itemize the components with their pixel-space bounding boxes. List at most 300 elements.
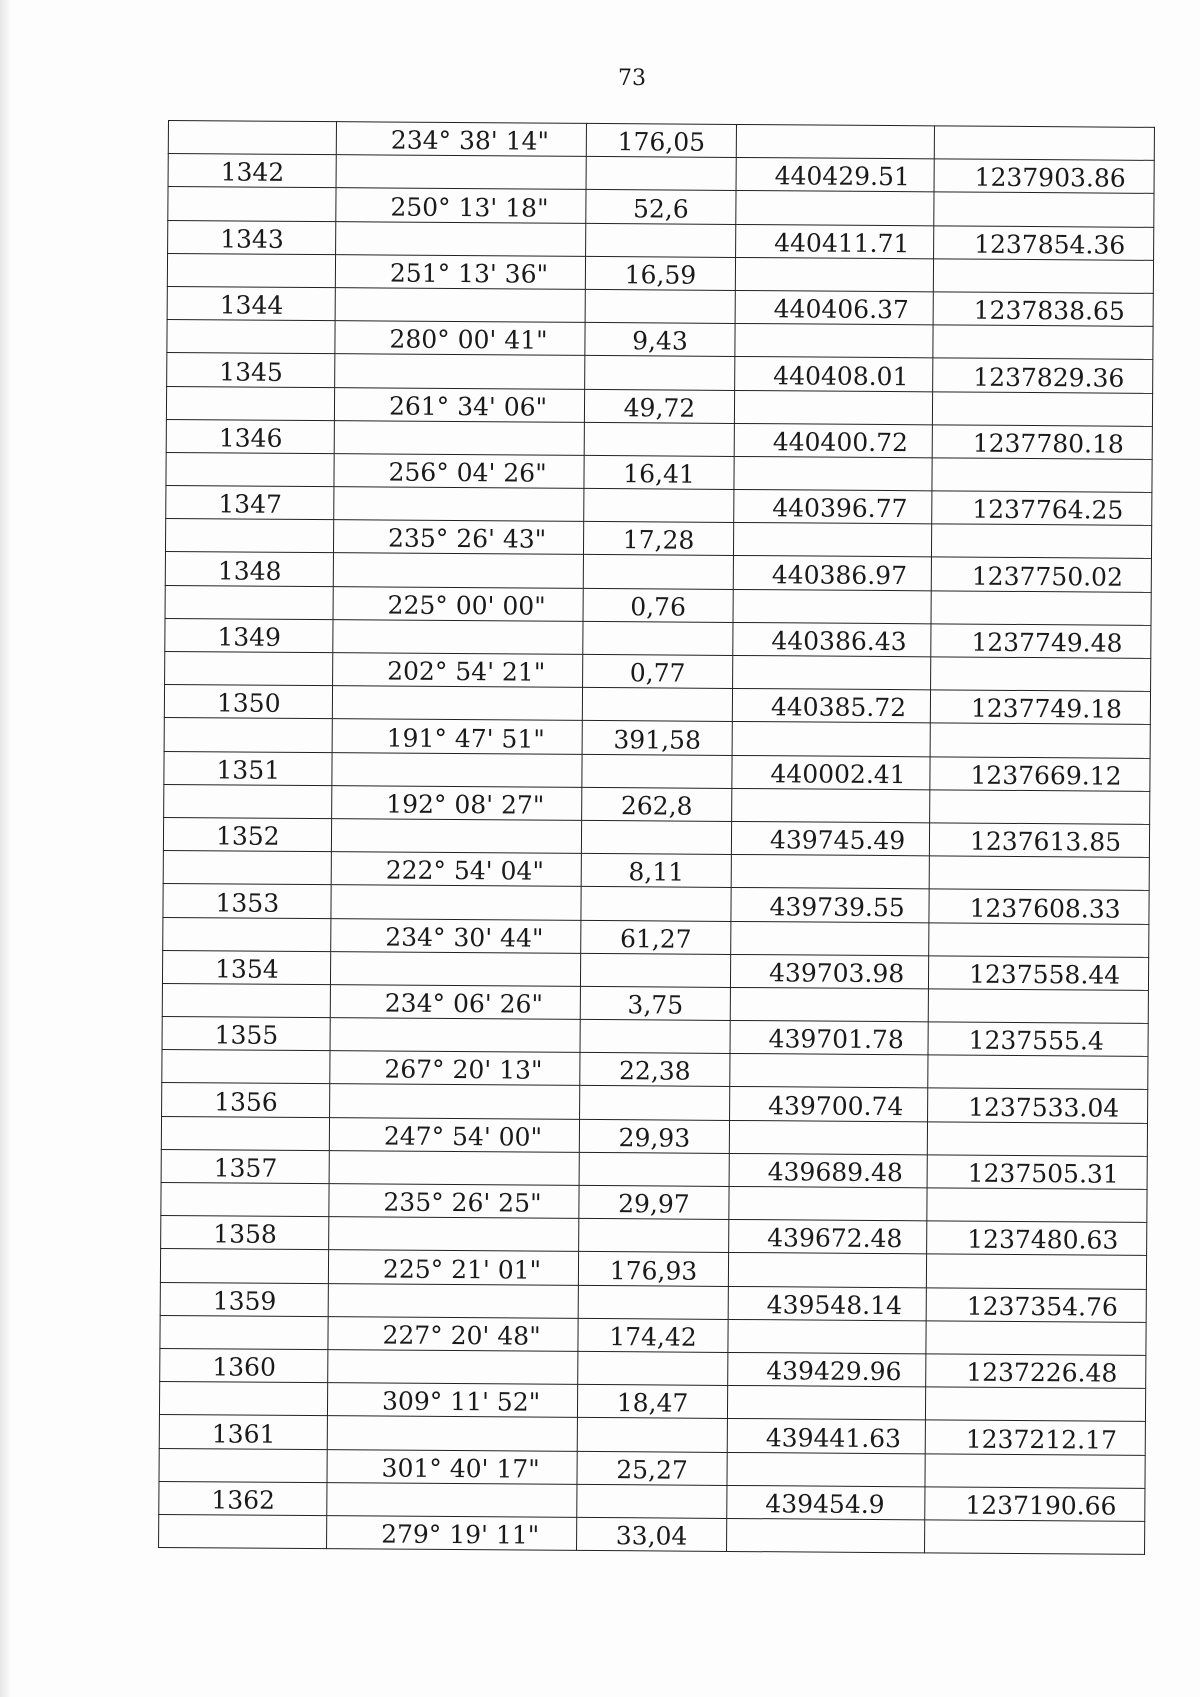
y-coordinate-cell: [934, 126, 1154, 161]
distance-cell: [581, 820, 731, 854]
point-number-cell: [168, 220, 336, 254]
y-coordinate-value: 1237829.36: [973, 362, 1125, 393]
x-coordinate-value: 440408.01: [773, 360, 909, 391]
distance-value: 29,93: [618, 1122, 691, 1153]
distance-cell: [584, 455, 734, 489]
y-coordinate-cell: [933, 259, 1153, 294]
point-number-cell: [163, 817, 331, 851]
distance-cell: [584, 488, 734, 522]
x-coordinate-value: 440429.51: [774, 161, 910, 192]
x-coordinate-cell: [728, 1286, 926, 1321]
direction-angle-cell: [327, 1482, 577, 1517]
direction-angle-cell: [333, 553, 583, 588]
y-coordinate-value: 1237749.48: [971, 627, 1123, 658]
point-number-cell: [165, 618, 333, 652]
point-number-value: 1360: [212, 1352, 277, 1382]
point-number-cell: [161, 1116, 329, 1150]
direction-angle-cell: [329, 1184, 579, 1219]
distance-cell: [579, 1219, 729, 1253]
distance-cell: [584, 389, 734, 423]
direction-angle-value: 279° 19' 11": [381, 1519, 540, 1550]
direction-angle-cell: [330, 1018, 580, 1053]
point-number-value: 1346: [218, 423, 283, 453]
distance-value: 49,72: [623, 392, 696, 423]
x-coordinate-cell: [733, 622, 931, 657]
distance-value: 25,27: [616, 1454, 688, 1485]
distance-value: 16,59: [624, 260, 697, 290]
distance-value: 391,58: [613, 724, 702, 755]
point-number-cell: [161, 1216, 329, 1250]
distance-cell: [578, 1252, 728, 1286]
y-coordinate-value: 1237903.86: [974, 163, 1126, 194]
distance-value: 29,97: [618, 1189, 690, 1219]
point-number-value: 1350: [216, 688, 281, 719]
point-number-cell: [159, 1382, 327, 1416]
x-coordinate-cell: [729, 1220, 927, 1255]
point-number-cell: [160, 1249, 328, 1283]
point-number-cell: [166, 452, 334, 486]
x-coordinate-value: 439454.9: [765, 1489, 885, 1519]
x-coordinate-cell: [731, 921, 929, 956]
direction-angle-value: 225° 21' 01": [382, 1254, 542, 1285]
point-number-cell: [163, 851, 331, 885]
direction-angle-cell: [336, 188, 586, 223]
scan-edge-shadow: [0, 0, 10, 1697]
page-number: 73: [618, 66, 646, 91]
distance-value: 0,76: [630, 592, 687, 622]
point-number-cell: [168, 121, 336, 155]
x-coordinate-cell: [732, 755, 930, 790]
y-coordinate-cell: [927, 1188, 1147, 1223]
x-coordinate-cell: [727, 1419, 925, 1454]
point-number-cell: [167, 353, 335, 387]
point-number-value: 1349: [217, 622, 282, 652]
point-number-cell: [164, 685, 332, 719]
y-coordinate-value: 1237750.02: [971, 561, 1124, 592]
point-number-cell: [163, 884, 331, 918]
x-coordinate-cell: [731, 855, 929, 890]
point-number-value: 1342: [220, 157, 285, 188]
direction-angle-cell: [328, 1283, 578, 1318]
point-number-cell: [162, 950, 330, 984]
y-coordinate-cell: [925, 1420, 1145, 1455]
point-number-cell: [159, 1448, 327, 1482]
y-coordinate-cell: [930, 723, 1150, 758]
x-coordinate-value: 440406.37: [773, 294, 909, 325]
point-number-cell: [161, 1182, 329, 1216]
point-number-cell: [162, 983, 330, 1017]
x-coordinate-cell: [733, 655, 931, 690]
y-coordinate-cell: [928, 989, 1148, 1024]
y-coordinate-cell: [931, 557, 1151, 592]
y-coordinate-cell: [933, 325, 1153, 360]
y-coordinate-cell: [930, 756, 1150, 791]
direction-angle-value: 251° 13' 36": [389, 258, 549, 289]
direction-angle-cell: [329, 1217, 579, 1252]
y-coordinate-value: 1237212.17: [965, 1424, 1118, 1455]
direction-angle-cell: [336, 221, 586, 256]
direction-angle-cell: [331, 918, 581, 953]
y-coordinate-value: 1237780.18: [972, 428, 1124, 459]
x-coordinate-cell: [736, 191, 934, 226]
x-coordinate-cell: [730, 1054, 928, 1089]
direction-angle-cell: [332, 752, 582, 787]
point-number-cell: [159, 1415, 327, 1449]
x-coordinate-cell: [732, 689, 930, 724]
direction-angle-cell: [335, 354, 585, 389]
x-coordinate-value: 439429.96: [766, 1356, 902, 1387]
y-coordinate-cell: [933, 292, 1153, 327]
direction-angle-cell: [327, 1416, 577, 1451]
y-coordinate-value: 1237764.25: [972, 494, 1124, 525]
x-coordinate-cell: [730, 987, 928, 1022]
point-number-cell: [166, 419, 334, 453]
direction-angle-value: 191° 47' 51": [386, 723, 545, 754]
direction-angle-value: 235° 26' 43": [387, 523, 547, 555]
distance-cell: [580, 986, 730, 1020]
distance-cell: [579, 1119, 729, 1153]
coordinates-table: [158, 120, 1155, 1555]
y-coordinate-cell: [932, 425, 1152, 460]
direction-angle-cell: [330, 951, 580, 986]
direction-angle-cell: [334, 387, 584, 422]
point-number-cell: [161, 1149, 329, 1183]
x-coordinate-cell: [735, 357, 933, 392]
y-coordinate-cell: [926, 1287, 1146, 1322]
direction-angle-value: 301° 40' 17": [381, 1453, 540, 1484]
x-coordinate-value: 440386.43: [771, 626, 907, 657]
direction-angle-cell: [331, 819, 581, 854]
x-coordinate-cell: [727, 1452, 925, 1487]
x-coordinate-value: 439701.78: [768, 1024, 904, 1055]
distance-value: 174,42: [609, 1322, 697, 1352]
direction-angle-value: 261° 34' 06": [388, 391, 548, 422]
direction-angle-value: 280° 00' 41": [389, 324, 548, 355]
y-coordinate-cell: [928, 1088, 1148, 1123]
y-coordinate-cell: [931, 624, 1151, 659]
point-number-value: 1356: [214, 1086, 278, 1117]
y-coordinate-cell: [930, 790, 1150, 825]
x-coordinate-cell: [734, 456, 932, 491]
y-coordinate-cell: [930, 690, 1150, 725]
point-number-cell: [168, 154, 336, 188]
point-number-value: 1355: [214, 1020, 279, 1051]
x-coordinate-cell: [730, 1021, 928, 1056]
point-number-cell: [167, 286, 335, 320]
point-number-cell: [159, 1514, 327, 1548]
point-number-cell: [164, 718, 332, 752]
distance-cell: [580, 953, 730, 987]
distance-cell: [583, 654, 733, 688]
x-coordinate-cell: [731, 821, 929, 856]
distance-cell: [583, 588, 733, 622]
direction-angle-cell: [334, 487, 584, 522]
point-number-value: 1345: [219, 356, 283, 387]
y-coordinate-cell: [926, 1321, 1146, 1356]
direction-angle-cell: [336, 155, 586, 190]
y-coordinate-cell: [928, 1055, 1148, 1090]
x-coordinate-cell: [732, 722, 930, 757]
distance-cell: [577, 1484, 727, 1518]
x-coordinate-cell: [734, 423, 932, 458]
direction-angle-cell: [330, 1051, 580, 1086]
distance-value: 262,8: [620, 791, 693, 821]
y-coordinate-cell: [925, 1487, 1145, 1522]
x-coordinate-cell: [729, 1120, 927, 1155]
point-number-cell: [166, 486, 334, 520]
distance-cell: [582, 688, 732, 722]
x-coordinate-cell: [728, 1253, 926, 1288]
direction-angle-cell: [328, 1350, 578, 1385]
x-coordinate-cell: [727, 1386, 925, 1421]
x-coordinate-cell: [732, 788, 930, 823]
point-number-value: 1357: [213, 1153, 278, 1183]
direction-angle-cell: [333, 586, 583, 621]
distance-cell: [582, 721, 732, 755]
y-coordinate-value: 1237226.48: [966, 1357, 1118, 1388]
point-number-value: 1348: [217, 555, 282, 586]
direction-angle-cell: [327, 1449, 577, 1484]
distance-cell: [585, 323, 735, 357]
x-coordinate-value: 440002.41: [770, 758, 906, 789]
y-coordinate-cell: [934, 225, 1154, 260]
y-coordinate-cell: [931, 524, 1151, 559]
distance-cell: [585, 289, 735, 323]
direction-angle-value: 234° 38' 14": [390, 125, 550, 156]
direction-angle-cell: [327, 1516, 577, 1551]
y-coordinate-cell: [931, 657, 1151, 692]
y-coordinate-value: 1237533.04: [968, 1092, 1120, 1123]
direction-angle-value: 250° 13' 18": [390, 192, 549, 223]
distance-value: 0,77: [629, 658, 686, 688]
point-number-cell: [164, 751, 332, 785]
point-number-cell: [165, 585, 333, 619]
distance-cell: [582, 754, 732, 788]
x-coordinate-cell: [730, 1087, 928, 1122]
direction-angle-cell: [334, 454, 584, 489]
y-coordinate-value: 1237749.18: [970, 693, 1123, 725]
x-coordinate-cell: [736, 124, 934, 159]
point-number-cell: [162, 1083, 330, 1117]
x-coordinate-cell: [727, 1518, 925, 1553]
distance-cell: [581, 887, 731, 921]
distance-value: 176,93: [609, 1255, 698, 1286]
point-number-value: 1361: [211, 1418, 276, 1449]
y-coordinate-cell: [925, 1387, 1145, 1422]
direction-angle-cell: [334, 420, 584, 455]
point-number-value: 1347: [218, 489, 283, 520]
y-coordinate-value: 1237558.44: [968, 959, 1121, 990]
direction-angle-cell: [332, 686, 582, 721]
point-number-value: 1344: [219, 290, 284, 320]
x-coordinate-cell: [727, 1485, 925, 1520]
distance-cell: [586, 190, 736, 224]
y-coordinate-cell: [934, 192, 1154, 227]
y-coordinate-cell: [932, 458, 1152, 493]
x-coordinate-cell: [736, 158, 934, 193]
distance-cell: [577, 1418, 727, 1452]
direction-angle-cell: [328, 1316, 578, 1351]
distance-value: 52,6: [632, 193, 689, 224]
y-coordinate-cell: [927, 1155, 1147, 1190]
y-coordinate-cell: [926, 1354, 1146, 1389]
distance-value: 17,28: [622, 525, 695, 556]
direction-angle-value: 222° 54' 04": [385, 855, 544, 886]
x-coordinate-cell: [729, 1153, 927, 1188]
distance-cell: [581, 920, 731, 954]
direction-angle-cell: [329, 1150, 579, 1185]
point-number-cell: [163, 917, 331, 951]
y-coordinate-cell: [929, 856, 1149, 891]
point-number-cell: [164, 784, 332, 818]
point-number-value: 1359: [212, 1286, 277, 1316]
distance-cell: [584, 422, 734, 456]
x-coordinate-value: 440385.72: [770, 692, 907, 723]
x-coordinate-cell: [733, 589, 931, 624]
distance-cell: [583, 522, 733, 556]
x-coordinate-value: 440400.72: [772, 427, 909, 458]
distance-value: 18,47: [616, 1388, 689, 1418]
x-coordinate-value: 439703.98: [768, 958, 905, 989]
distance-cell: [577, 1385, 727, 1419]
distance-cell: [579, 1185, 729, 1219]
y-coordinate-value: 1237613.85: [969, 826, 1122, 857]
point-number-cell: [167, 320, 335, 354]
direction-angle-cell: [328, 1250, 578, 1285]
point-number-value: 1358: [213, 1219, 277, 1250]
distance-cell: [577, 1517, 727, 1551]
y-coordinate-cell: [927, 1221, 1147, 1256]
x-coordinate-value: 440396.77: [772, 493, 908, 524]
distance-cell: [578, 1318, 728, 1352]
distance-value: 16,41: [623, 459, 695, 489]
x-coordinate-value: 439548.14: [766, 1289, 903, 1320]
distance-value: 61,27: [619, 923, 692, 954]
distance-cell: [577, 1451, 727, 1485]
x-coordinate-cell: [736, 224, 934, 259]
distance-cell: [581, 854, 731, 888]
y-coordinate-cell: [925, 1453, 1145, 1488]
direction-angle-cell: [331, 852, 581, 887]
y-coordinate-value: 1237190.66: [965, 1490, 1117, 1521]
distance-value: 22,38: [618, 1056, 691, 1087]
table-row: [159, 1514, 1145, 1554]
y-coordinate-cell: [926, 1254, 1146, 1289]
direction-angle-cell: [335, 254, 585, 289]
distance-cell: [580, 1086, 730, 1120]
direction-angle-cell: [332, 785, 582, 820]
x-coordinate-value: 439739.55: [769, 891, 905, 922]
point-number-cell: [165, 519, 333, 553]
coordinates-table-body: [159, 121, 1155, 1555]
x-coordinate-value: 439689.48: [767, 1157, 903, 1188]
point-number-cell: [160, 1315, 328, 1349]
point-number-value: 1351: [216, 755, 281, 785]
distance-cell: [580, 1019, 730, 1053]
direction-angle-cell: [335, 288, 585, 323]
point-number-cell: [162, 1050, 330, 1084]
direction-angle-value: 234° 30' 44": [385, 922, 544, 953]
direction-angle-cell: [333, 653, 583, 688]
direction-angle-value: 225° 00' 00": [387, 590, 546, 621]
distance-value: 9,43: [632, 326, 688, 356]
distance-value: 176,05: [617, 127, 706, 157]
distance-cell: [585, 256, 735, 290]
distance-cell: [578, 1285, 728, 1319]
y-coordinate-cell: [932, 491, 1152, 526]
direction-angle-cell: [330, 985, 580, 1020]
distance-cell: [583, 621, 733, 655]
distance-cell: [586, 223, 736, 257]
x-coordinate-cell: [733, 523, 931, 558]
x-coordinate-cell: [730, 954, 928, 989]
distance-cell: [579, 1152, 729, 1186]
y-coordinate-cell: [927, 1121, 1147, 1156]
x-coordinate-value: 439672.48: [767, 1223, 903, 1254]
point-number-cell: [160, 1348, 328, 1382]
distance-cell: [586, 157, 736, 191]
distance-value: 3,75: [627, 990, 684, 1020]
y-coordinate-cell: [932, 391, 1152, 426]
y-coordinate-value: 1237354.76: [966, 1291, 1118, 1322]
direction-angle-value: 267° 20' 13": [384, 1054, 543, 1086]
x-coordinate-cell: [735, 324, 933, 359]
x-coordinate-cell: [728, 1352, 926, 1387]
point-number-value: 1362: [211, 1485, 276, 1515]
distance-value: 8,11: [628, 857, 685, 887]
distance-cell: [585, 356, 735, 390]
x-coordinate-value: 439700.74: [768, 1090, 904, 1121]
y-coordinate-value: 1237505.31: [967, 1158, 1119, 1189]
point-number-value: 1343: [220, 224, 284, 254]
x-coordinate-value: 439441.63: [765, 1422, 902, 1453]
y-coordinate-cell: [934, 159, 1154, 194]
direction-angle-cell: [331, 885, 581, 920]
x-coordinate-value: 440386.97: [771, 559, 908, 590]
y-coordinate-cell: [925, 1520, 1145, 1555]
direction-angle-cell: [335, 321, 585, 356]
x-coordinate-value: 439745.49: [769, 825, 906, 856]
y-coordinate-cell: [933, 358, 1153, 393]
point-number-cell: [165, 651, 333, 685]
y-coordinate-value: 1237480.63: [967, 1224, 1119, 1256]
y-coordinate-cell: [931, 590, 1151, 625]
point-number-cell: [165, 552, 333, 586]
point-number-cell: [159, 1481, 327, 1515]
distance-cell: [578, 1351, 728, 1385]
y-coordinate-value: 1237555.4: [968, 1025, 1104, 1056]
distance-cell: [580, 1053, 730, 1087]
direction-angle-value: 234° 06' 26": [384, 988, 544, 1019]
direction-angle-cell: [336, 122, 586, 157]
distance-cell: [583, 555, 733, 589]
direction-angle-cell: [333, 619, 583, 654]
x-coordinate-cell: [729, 1186, 927, 1221]
x-coordinate-cell: [735, 290, 933, 325]
x-coordinate-cell: [731, 888, 929, 923]
x-coordinate-cell: [734, 390, 932, 425]
direction-angle-cell: [332, 719, 582, 754]
y-coordinate-cell: [928, 1022, 1148, 1057]
direction-angle-cell: [327, 1383, 577, 1418]
point-number-cell: [167, 253, 335, 287]
y-coordinate-value: 1237669.12: [970, 760, 1122, 791]
distance-value: 33,04: [615, 1521, 688, 1551]
direction-angle-value: 202° 54' 21": [387, 656, 546, 687]
point-number-cell: [166, 386, 334, 420]
y-coordinate-cell: [929, 823, 1149, 858]
direction-angle-value: 192° 08' 27": [386, 789, 545, 820]
